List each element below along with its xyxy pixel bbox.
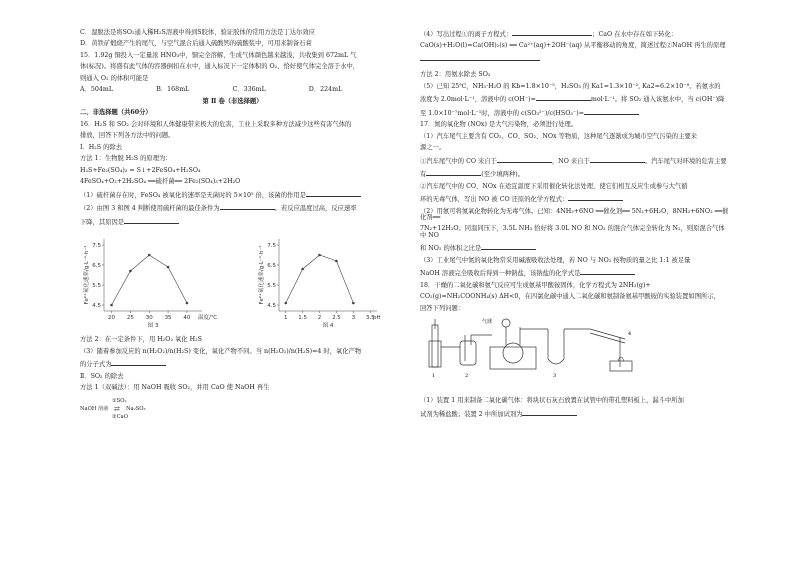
answer-blank[interactable] bbox=[481, 244, 536, 250]
q17-1-b1: ②汽车尾气中的 CO、NOx 在适宜温度下采用催化转化法处理，使它们相互反应生成参与大气循 bbox=[420, 182, 688, 190]
series-line bbox=[286, 255, 354, 303]
sub-question-5c: 至 1.0×10⁻⁷mol·L⁻¹时，溶液中的 c(SO₃²⁻)/c(HSO₃⁻)= bbox=[420, 109, 730, 117]
answer-blank[interactable] bbox=[220, 204, 275, 210]
right-column bbox=[420, 30, 730, 423]
q17-2-line3: 和 NO₂ 的体积之比是 bbox=[420, 244, 730, 252]
subheading-h2s: Ⅰ．H₂S 的除去 bbox=[80, 143, 123, 151]
q15-option-b: B．168mL bbox=[156, 86, 190, 94]
q17-3-line1: （3）工业尾气中氮的氧化物常采用碱液吸收法处理，若 NO 与 NO₂ 按物质的量之比 1:1 被足量 bbox=[420, 256, 691, 264]
data-point bbox=[167, 266, 170, 269]
q17-heading: 17．氮的氧化物 (NOx) 是大气污染物，必须进行处理。 bbox=[420, 121, 578, 129]
figures-row bbox=[80, 231, 385, 331]
x-tick-label: 3 bbox=[351, 315, 356, 322]
data-point bbox=[318, 254, 321, 257]
data-point bbox=[352, 302, 355, 305]
answer-blank[interactable] bbox=[590, 157, 645, 163]
regeneration-cycle bbox=[80, 397, 385, 423]
method2-ammonia: 方法 2：用氨水除去 SO₂ bbox=[420, 71, 491, 79]
figure-caption: 图 4 bbox=[322, 323, 334, 330]
apparatus-diagram bbox=[420, 317, 650, 392]
device-3 bbox=[548, 329, 590, 379]
device-2 bbox=[460, 335, 492, 379]
sub-question-4: （4）写出过程①的离子方程式： ；CaO 在水中存在如下转化： bbox=[420, 31, 678, 38]
answer-blank[interactable] bbox=[111, 360, 166, 366]
answer-blank[interactable] bbox=[512, 30, 592, 36]
reaction-flask bbox=[482, 318, 548, 369]
subheading-so2: Ⅱ．SO₂ 的除去 bbox=[80, 372, 124, 380]
y-tick-label: 5.5 bbox=[267, 283, 276, 290]
y-tick-label: 4.5 bbox=[92, 303, 101, 310]
q17-1-line2: 源之一。 bbox=[420, 144, 446, 152]
q17-2-line2: 7N₂+12H₂O。同温同压下，3.5L NH₃ 恰好将 3.0L NO 和 NO₂ 的混合气体完全转化为 N₂，则原混合气体中 NO bbox=[420, 225, 725, 239]
sub-question-3a: （3）随着参加反应的 n(H₂O₂)/n(H₂S) 变化，氧化产物不同。当 n(H₂O₂)/n(H₂S)=4 时，氧化产物 bbox=[80, 347, 362, 355]
cycle-arrow-icon: ⇄ bbox=[114, 404, 120, 413]
cycle-step2: ②CaO bbox=[112, 413, 128, 420]
answer-line bbox=[420, 55, 730, 63]
sub-question-1: （1）硫杆菌存在时，FeSO₄ 被氧化的速率是无菌时的 5×10⁵ 倍，该菌的作用是 bbox=[80, 191, 385, 199]
option-d-text: D．黄铁矿煅烧产生的尾气，与空气混合后通入硫酸钙的硫酸浆中，可用来制备石膏 bbox=[80, 40, 312, 48]
q18-line3: 回答下列问题： bbox=[420, 304, 465, 312]
q17-3-line2: NaOH 溶液完全吸收后得到一种钠盐，该钠盐的化学式是 bbox=[420, 269, 730, 277]
q18-line1: 18．干燥的二氧化碳和氨气反应可生成氨基甲酸铵固体，化学方程式为 2NH₃(g)+ bbox=[420, 281, 651, 289]
x-axis-label: pH bbox=[373, 315, 381, 322]
data-point bbox=[301, 268, 304, 271]
q17-2-line1: （2）用氨可将氮氧化物转化为无毒气体。已知：4NH₃+6NO ══催化剂══ 5N₂+6H₂O，8NH₃+6NO₂ ══催化剂══ bbox=[420, 207, 729, 221]
cycle-naoh: NaOH 溶液 bbox=[80, 405, 109, 412]
apparatus-figure bbox=[420, 317, 730, 392]
data-point bbox=[284, 302, 287, 305]
figure-4 bbox=[255, 231, 385, 331]
cao-equilibrium: CaO(s)+H₂O(l)=Ca(OH)₂(s) ══ Ca²⁺(aq)+2OH⁻(aq) 从平衡移动的角度，简述过程②NaOH 再生的原理 bbox=[420, 42, 726, 50]
balloon-icon bbox=[502, 319, 510, 327]
answer-blank[interactable] bbox=[306, 191, 361, 197]
x-tick-label: 35 bbox=[164, 315, 172, 322]
q17-1-a2: 有 (至少填两种)。 bbox=[420, 171, 524, 179]
y-tick-label: 7.5 bbox=[92, 243, 101, 250]
y-tick-label: 6.5 bbox=[92, 263, 101, 270]
x-tick-label: 30 bbox=[145, 315, 153, 322]
sub-question-5b: 浓度为 2.0mol·L⁻¹，溶液中的 c(OH⁻)= mol·L⁻¹。将 SO₂ 通入该氨水中，当 c(OH⁻)降 bbox=[420, 96, 725, 104]
y-tick-label: 4.5 bbox=[267, 303, 276, 310]
device-3-label: 3 bbox=[553, 373, 557, 380]
y-tick-label: 7.5 bbox=[267, 243, 276, 250]
sub-question-3b: 的分子式为 bbox=[80, 360, 385, 368]
device-4-label: 4 bbox=[628, 331, 632, 338]
data-point bbox=[148, 254, 151, 257]
method1-text: 方法 1：生物脱 H₂S 的原理为： bbox=[80, 155, 172, 163]
answer-blank[interactable] bbox=[497, 157, 552, 163]
answer-blank[interactable] bbox=[420, 55, 540, 61]
q18-line2: CO₂(g)=NH₂COONH₄(s) ΔH<0，在四氯化碳中通入二氧化碳和氨制备氨基甲酸铵的实验装置如图所示， bbox=[420, 293, 720, 301]
sub-question-2b: 下降，其原因是 bbox=[80, 218, 385, 226]
balloon-label: 气球 bbox=[482, 319, 493, 326]
answer-blank[interactable] bbox=[522, 410, 577, 416]
x-axis-label: 温度/℃ bbox=[198, 315, 218, 322]
answer-blank[interactable] bbox=[124, 218, 179, 224]
answer-blank[interactable] bbox=[584, 109, 639, 115]
answer-blank[interactable] bbox=[580, 269, 635, 275]
x-tick-label: 2 bbox=[317, 315, 322, 322]
part-two-heading: 第 Ⅱ 卷（非选择题） bbox=[202, 97, 263, 105]
device-1 bbox=[429, 319, 460, 379]
q15-option-d: D．224mL bbox=[308, 86, 343, 94]
answer-blank[interactable] bbox=[426, 170, 481, 176]
answer-blank[interactable] bbox=[536, 95, 591, 101]
equation-1: H₂S+Fe₂(SO₄)₃ = S↓+2FeSO₄+H₂SO₄ bbox=[80, 166, 201, 174]
x-tick-label: 20 bbox=[108, 315, 116, 322]
q16-line2: 排放，回答下列各方法中的问题。 bbox=[80, 132, 175, 140]
q17-1-b2: 环的无毒气体，写出 NO 被 CO 还原的化学方程式： bbox=[420, 195, 730, 203]
sub-question-2a: （2）由图 3 和图 4 判断使用硫杆菌的最佳条件为 。若反应温度过高，反应速率 bbox=[80, 205, 357, 213]
x-tick-label: 25 bbox=[126, 315, 134, 322]
method2-text: 方法 2：在一定条件下，用 H₂O₂ 氧化 H₂S bbox=[80, 336, 202, 344]
figure-4-svg bbox=[255, 231, 385, 331]
cycle-na2so3: Na₂SO₃ bbox=[126, 405, 146, 412]
flame-icon bbox=[618, 357, 624, 361]
section-two-heading: 二、非选择题（共60分） bbox=[80, 109, 152, 117]
y-axis-label: Fe²⁺氧化速率/g·L⁻¹·h⁻¹ bbox=[84, 245, 90, 305]
figure-3-svg bbox=[80, 231, 218, 331]
option-c-text: C．湿脱法是将SO₂通入稀H₂S溶液中得到S胶体，验证胶体的常用方法是丁达尔效应 bbox=[80, 29, 315, 36]
q15-option-a: A．504mL bbox=[80, 86, 114, 94]
device-4 bbox=[590, 329, 632, 371]
q15-line1: 15．1.92g 铜投入一定量浓 HNO₃中，铜完全溶解，生成气体颜色越来越浅，共收集到 672mL 气 bbox=[80, 51, 357, 59]
q17-1-a: ①汽车尾气中的 CO 来自于 ，NO 来自于 。汽车尾气对环境的危害主要 bbox=[420, 157, 727, 165]
x-tick-label: 2.5 bbox=[332, 315, 341, 322]
q15-line3: 则通入 O₂ 的体积可能是 bbox=[80, 74, 149, 82]
y-tick-label: 6.5 bbox=[267, 263, 276, 270]
x-tick-label: 40 bbox=[183, 315, 191, 322]
device-2-label: 2 bbox=[465, 373, 469, 380]
y-axis-label: Fe²⁺氧化速率/g·L⁻¹·h⁻¹ bbox=[259, 245, 265, 305]
answer-blank[interactable] bbox=[568, 195, 623, 201]
q18-1-line2: 试剂为稀盐酸；装置 2 中所加试剂为 bbox=[420, 410, 730, 418]
x-tick-label: 3.5 bbox=[365, 315, 375, 322]
figure-caption: 图 3 bbox=[147, 323, 159, 330]
device-1-label: 1 bbox=[432, 373, 436, 380]
x-tick-label: 1.5 bbox=[298, 315, 308, 322]
data-point bbox=[110, 304, 113, 307]
data-point bbox=[335, 260, 338, 263]
q15-option-c: C．336mL bbox=[232, 86, 266, 94]
cycle-step1: ①SO₂ bbox=[112, 397, 127, 404]
left-column bbox=[80, 30, 385, 423]
figure-3 bbox=[80, 231, 218, 331]
x-tick-label: 1 bbox=[284, 315, 288, 322]
q15-line2: 体(标况)。将盛有此气体的容器倒扣在水中，通入标况下一定体积的 O₂，恰好使气体完全溶于水中， bbox=[80, 63, 360, 71]
data-point bbox=[186, 302, 189, 305]
q18-1-line1: （1）装置 1 用来制备二氧化碳气体：将块状石灰石放置在试管中的带孔塑料板上，漏斗中所加 bbox=[420, 397, 684, 405]
q15-options bbox=[80, 87, 385, 93]
q16-line1: 16．H₂S 和 SO₂ 会对环境和人体健康带来极大的危害，工业上采取多种方法减少这些有害气体的 bbox=[80, 120, 352, 128]
y-tick-label: 5.5 bbox=[92, 283, 101, 290]
data-point bbox=[129, 270, 132, 273]
q17-1-line1: （1）汽车尾气主要含有 CO₂、CO、SO₂、NOx 等物质，这种尾气逐渐成为城市空气污染的主要来 bbox=[420, 132, 698, 140]
method1-double-alkali: 方法 1（双碱法）：用 NaOH 吸收 SO₂，并用 CaO 使 NaOH 再生 bbox=[80, 384, 270, 392]
equation-2: 4FeSO₄+O₂+2H₂SO₄ ══硫杆菌══ 2Fe₂(SO₄)₃+2H₂O bbox=[80, 178, 241, 186]
sub-question-5a: （5）已知 25℃，NH₃·H₂O 的 Kb=1.8×10⁻⁵，H₂SO₃ 的 Ka1=1.3×10⁻², Ka2=6.2×10⁻⁸。若氨水的 bbox=[420, 82, 721, 90]
series-line bbox=[112, 255, 187, 305]
